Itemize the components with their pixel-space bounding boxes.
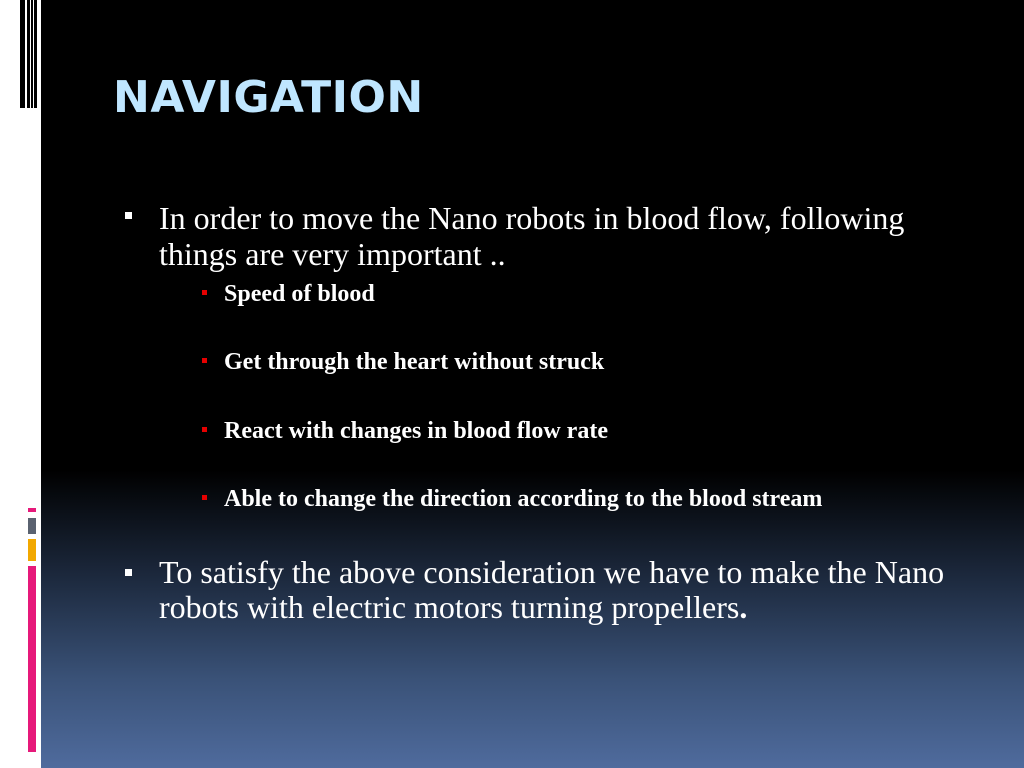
bullet-point [159, 555, 959, 625]
decorative-bar [20, 0, 25, 108]
square-bullet-icon [202, 495, 207, 500]
sub-bullet-point [224, 279, 375, 309]
left-decorative-strip [0, 0, 41, 768]
accent-bar-pink [28, 566, 36, 752]
bullet-text: To satisfy the above consideration we have to make the Nano robots with electric motors turning propellers [159, 554, 945, 625]
slide-title: NAVIGATION [113, 72, 424, 123]
sub-bullet-text: React with changes in blood flow rate [224, 418, 608, 444]
sub-bullet-point [224, 484, 822, 514]
square-bullet-icon [202, 427, 207, 432]
sub-bullet-text: Get through the heart without struck [224, 349, 605, 375]
sub-bullet-point [224, 347, 604, 377]
sub-bullet-text: Able to change the direction according to the blood stream [224, 486, 823, 512]
bullet-text: In order to move the Nano robots in blood flow, following things are very important .. [159, 200, 905, 272]
bullet-end-punctuation: . [739, 589, 748, 625]
sub-bullet-text: Speed of blood [224, 281, 375, 307]
bullet-point [159, 200, 919, 272]
accent-block-amber [28, 539, 36, 561]
decorative-bar [34, 0, 37, 108]
decorative-bar [27, 0, 30, 108]
accent-block-gray [28, 518, 36, 534]
square-bullet-icon [125, 569, 132, 576]
sub-bullet-point [224, 416, 608, 446]
square-bullet-icon [202, 358, 207, 363]
accent-block-pink [28, 508, 36, 512]
square-bullet-icon [202, 290, 207, 295]
square-bullet-icon [125, 212, 132, 219]
decorative-bar [31, 0, 33, 108]
